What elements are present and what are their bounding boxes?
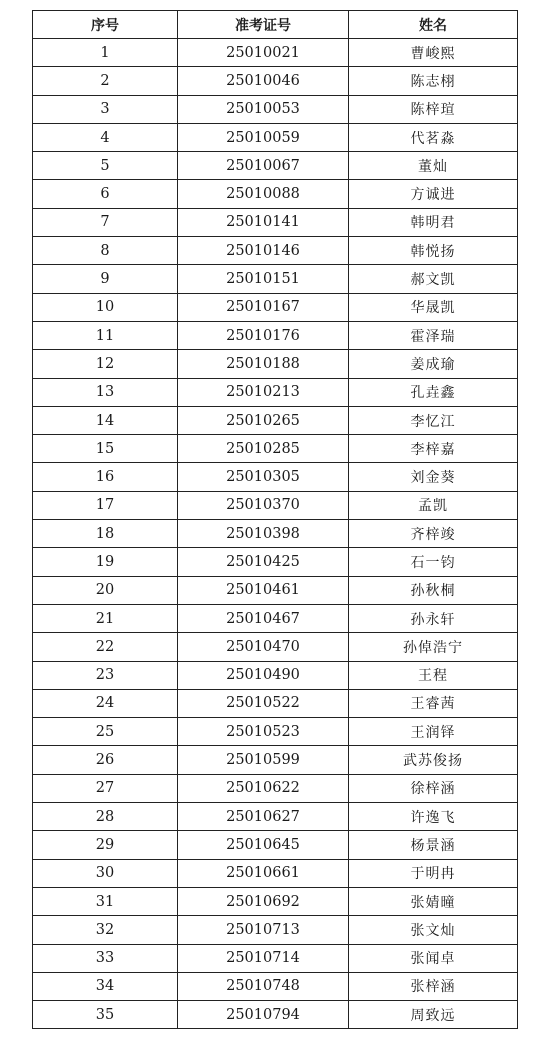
- table-row: [33, 435, 518, 463]
- cell-name: 于明冉: [349, 859, 518, 887]
- cell-index: 5: [33, 152, 178, 180]
- cell-name: 郝文凯: [349, 265, 518, 293]
- cell-index: 23: [33, 661, 178, 689]
- cell-index: 9: [33, 265, 178, 293]
- cell-index: 31: [33, 887, 178, 915]
- cell-name: 张婧曈: [349, 887, 518, 915]
- table-row: [33, 548, 518, 576]
- cell-exam-number: 25010470: [178, 633, 349, 661]
- cell-name: 张梓涵: [349, 972, 518, 1000]
- table-row: [33, 350, 518, 378]
- cell-name: 董灿: [349, 152, 518, 180]
- cell-exam-number: 25010661: [178, 859, 349, 887]
- exam-list-table: [32, 10, 518, 1029]
- cell-index: 18: [33, 520, 178, 548]
- cell-exam-number: 25010305: [178, 463, 349, 491]
- cell-index: 27: [33, 774, 178, 802]
- table-row: [33, 916, 518, 944]
- cell-index: 21: [33, 604, 178, 632]
- cell-index: 4: [33, 123, 178, 151]
- cell-exam-number: 25010046: [178, 67, 349, 95]
- cell-index: 14: [33, 406, 178, 434]
- cell-index: 24: [33, 689, 178, 717]
- cell-index: 6: [33, 180, 178, 208]
- cell-exam-number: 25010622: [178, 774, 349, 802]
- cell-exam-number: 25010141: [178, 208, 349, 236]
- cell-index: 22: [33, 633, 178, 661]
- cell-exam-number: 25010490: [178, 661, 349, 689]
- cell-exam-number: 25010021: [178, 39, 349, 67]
- cell-name: 方诚进: [349, 180, 518, 208]
- cell-name: 曹峻熙: [349, 39, 518, 67]
- cell-exam-number: 25010265: [178, 406, 349, 434]
- table-row: [33, 265, 518, 293]
- cell-index: 26: [33, 746, 178, 774]
- table-row: [33, 689, 518, 717]
- table-row: [33, 67, 518, 95]
- cell-name: 华晟凯: [349, 293, 518, 321]
- cell-index: 29: [33, 831, 178, 859]
- cell-exam-number: 25010713: [178, 916, 349, 944]
- table-row: [33, 831, 518, 859]
- cell-index: 3: [33, 95, 178, 123]
- cell-exam-number: 25010067: [178, 152, 349, 180]
- cell-exam-number: 25010692: [178, 887, 349, 915]
- cell-exam-number: 25010213: [178, 378, 349, 406]
- header-row: [33, 11, 518, 39]
- table-row: [33, 378, 518, 406]
- cell-exam-number: 25010748: [178, 972, 349, 1000]
- cell-index: 34: [33, 972, 178, 1000]
- cell-exam-number: 25010627: [178, 803, 349, 831]
- table-row: [33, 718, 518, 746]
- cell-exam-number: 25010794: [178, 1001, 349, 1029]
- cell-index: 20: [33, 576, 178, 604]
- table-row: [33, 887, 518, 915]
- cell-name: 孙倬浩宁: [349, 633, 518, 661]
- cell-index: 33: [33, 944, 178, 972]
- table-row: [33, 859, 518, 887]
- cell-index: 28: [33, 803, 178, 831]
- cell-exam-number: 25010059: [178, 123, 349, 151]
- cell-name: 王润铎: [349, 718, 518, 746]
- table-row: [33, 576, 518, 604]
- table-row: [33, 661, 518, 689]
- cell-exam-number: 25010461: [178, 576, 349, 604]
- table-body: [33, 39, 518, 1029]
- cell-exam-number: 25010599: [178, 746, 349, 774]
- table-row: [33, 95, 518, 123]
- cell-index: 25: [33, 718, 178, 746]
- cell-index: 7: [33, 208, 178, 236]
- table-header: [33, 11, 518, 39]
- cell-index: 19: [33, 548, 178, 576]
- cell-name: 许逸飞: [349, 803, 518, 831]
- cell-exam-number: 25010425: [178, 548, 349, 576]
- table-row: [33, 944, 518, 972]
- cell-index: 12: [33, 350, 178, 378]
- document-sheet: [32, 10, 517, 1029]
- cell-exam-number: 25010146: [178, 237, 349, 265]
- cell-index: 8: [33, 237, 178, 265]
- cell-exam-number: 25010151: [178, 265, 349, 293]
- cell-exam-number: 25010522: [178, 689, 349, 717]
- cell-name: 张文灿: [349, 916, 518, 944]
- cell-exam-number: 25010167: [178, 293, 349, 321]
- cell-exam-number: 25010467: [178, 604, 349, 632]
- cell-name: 代茗淼: [349, 123, 518, 151]
- table-row: [33, 39, 518, 67]
- cell-name: 齐梓竣: [349, 520, 518, 548]
- table-row: [33, 1001, 518, 1029]
- cell-name: 刘金葵: [349, 463, 518, 491]
- cell-name: 王睿茜: [349, 689, 518, 717]
- cell-exam-number: 25010188: [178, 350, 349, 378]
- cell-name: 周致远: [349, 1001, 518, 1029]
- table-row: [33, 152, 518, 180]
- cell-name: 霍泽瑞: [349, 321, 518, 349]
- cell-name: 王程: [349, 661, 518, 689]
- cell-exam-number: 25010285: [178, 435, 349, 463]
- cell-name: 孙永轩: [349, 604, 518, 632]
- header-index: 序号: [33, 11, 178, 39]
- table-row: [33, 406, 518, 434]
- table-row: [33, 633, 518, 661]
- cell-name: 石一钧: [349, 548, 518, 576]
- cell-name: 姜成瑜: [349, 350, 518, 378]
- cell-name: 张闻卓: [349, 944, 518, 972]
- cell-name: 陈梓瑄: [349, 95, 518, 123]
- cell-index: 10: [33, 293, 178, 321]
- header-exam-number: 准考证号: [178, 11, 349, 39]
- header-name: 姓名: [349, 11, 518, 39]
- cell-index: 17: [33, 491, 178, 519]
- cell-exam-number: 25010714: [178, 944, 349, 972]
- cell-index: 1: [33, 39, 178, 67]
- table-row: [33, 604, 518, 632]
- cell-exam-number: 25010053: [178, 95, 349, 123]
- cell-name: 武苏俊扬: [349, 746, 518, 774]
- cell-exam-number: 25010645: [178, 831, 349, 859]
- table-row: [33, 774, 518, 802]
- cell-index: 16: [33, 463, 178, 491]
- cell-exam-number: 25010398: [178, 520, 349, 548]
- cell-name: 陈志栩: [349, 67, 518, 95]
- cell-index: 32: [33, 916, 178, 944]
- cell-exam-number: 25010523: [178, 718, 349, 746]
- cell-exam-number: 25010088: [178, 180, 349, 208]
- table-row: [33, 746, 518, 774]
- cell-name: 杨景涵: [349, 831, 518, 859]
- table-row: [33, 237, 518, 265]
- table-row: [33, 293, 518, 321]
- cell-name: 孟凯: [349, 491, 518, 519]
- cell-name: 孙秋桐: [349, 576, 518, 604]
- table-row: [33, 803, 518, 831]
- table-row: [33, 180, 518, 208]
- cell-name: 孔垚鑫: [349, 378, 518, 406]
- cell-index: 30: [33, 859, 178, 887]
- cell-index: 13: [33, 378, 178, 406]
- table-row: [33, 972, 518, 1000]
- cell-exam-number: 25010176: [178, 321, 349, 349]
- cell-index: 15: [33, 435, 178, 463]
- cell-index: 11: [33, 321, 178, 349]
- table-row: [33, 463, 518, 491]
- cell-name: 徐梓涵: [349, 774, 518, 802]
- cell-name: 李梓嘉: [349, 435, 518, 463]
- table-row: [33, 208, 518, 236]
- cell-name: 韩明君: [349, 208, 518, 236]
- table-row: [33, 321, 518, 349]
- cell-name: 韩悦扬: [349, 237, 518, 265]
- cell-exam-number: 25010370: [178, 491, 349, 519]
- cell-name: 李忆江: [349, 406, 518, 434]
- cell-index: 35: [33, 1001, 178, 1029]
- table-row: [33, 491, 518, 519]
- cell-index: 2: [33, 67, 178, 95]
- table-row: [33, 520, 518, 548]
- table-row: [33, 123, 518, 151]
